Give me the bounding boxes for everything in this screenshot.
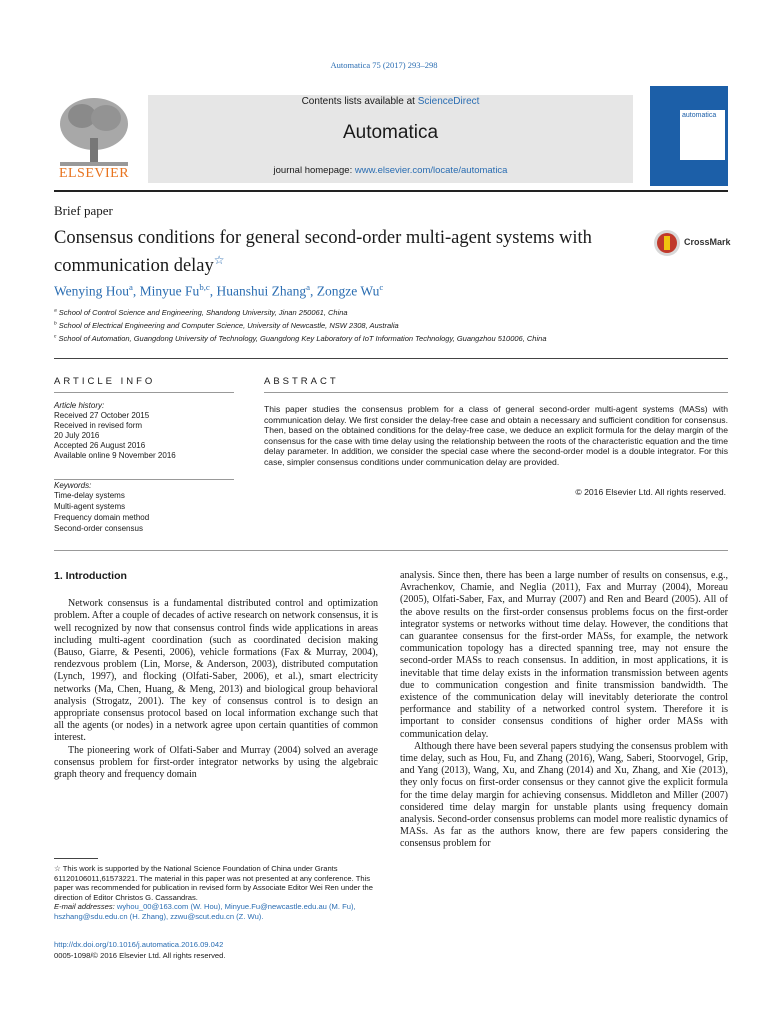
paragraph: The pioneering work of Olfati-Saber and Murray (2004) solved an average consensus problem for first-order integrator networks by using the algebraic graph theory and frequency domain [54, 744, 378, 781]
affiliation-text: School of Control Science and Engineering, Shandong University, Jinan 250061, China [58, 308, 348, 317]
abstract-text: This paper studies the consensus problem for a class of general second-order multi-agent systems (MASs) with communication delay. We first consider the delay-free case and obtain a necessary and sufficient condition for consensus. Then, based on the obtained conditions for the delay-free case, we deduce an explicit formula for the delay margin of the consensus for the case with time delay using the relationship between the roots of the characteristic equation and the time delay parameter. In addition, we consider the special case where the second-order model is a double integrator. For this case, simpler consensus conditions under communication delay are provided. [264, 404, 728, 467]
header-rule [54, 190, 728, 192]
body-rule [54, 550, 728, 551]
history-item: 20 July 2016 [54, 431, 100, 440]
author-name[interactable]: Wenying Hou [54, 283, 130, 299]
keyword: Time-delay systems [54, 491, 125, 500]
history-item: Received in revised form [54, 421, 143, 430]
history-item: Accepted 26 August 2016 [54, 441, 146, 450]
paragraph: Network consensus is a fundamental distributed control and optimization problem. After a couple of decades of active research on network consensus, it is well recognized by now that consensus control finds wide applications in areas including multi-agent coordination (such as coordinated decision making (Bauso, Giarre, & Pesenti, 2006), vehicle formations (Fax & Murray, 2004), rendezvous problem (Lin, Morse, & Anderson, 2003), distributed computation (Lynch, 1997), and flocking (Olfati-Saber, 2006), et al.), smart electricity networks (Ma, Chen, Huang, & Meng, 2013) and biological group behavioral analysis (Strogatz, 2001). The key of consensus control is to design an appropriate consensus protocol based on local information exchange such that all the agents (or nodes) in a network agree upon certain quantities of common interest. [54, 598, 378, 744]
issn-line: 0005-1098/© 2016 Elsevier Ltd. All rights reserved. [54, 951, 226, 960]
cover-title: automatica [682, 112, 717, 119]
author-name[interactable]: Minyue Fu [139, 283, 200, 299]
paragraph: analysis. Since then, there has been a large number of results on consensus, e.g., Avrachenkov, Chamie, and Neglia (2011), Fax and Murray (2004), Moreau (2005), Olfati-Saber, Fax, and Murray (2007) and Ren and Beard (2005). All of the above results on the first-order consensus problems focus on the first-order integrator systems or networks without time delay. However, the conditions that can guarantee consensus for the first-order MASs, for example, the network communication topology has a directed spanning tree, may not ensure the second-order MASs to reach consensus. In addition, in most applications, it is inevitable that time delay exists in the information transmission between agents due to communication congestion and finite transmission bandwidth. The existence of the communication delay will inevitably deteriorate the control performance and stability of a networked control system. Therefore it is important to consider consensus conditions of higher order MASs with communication delay. [400, 570, 728, 740]
keyword: Frequency domain method [54, 513, 150, 522]
sciencedirect-link[interactable]: ScienceDirect [417, 96, 480, 107]
journal-reference[interactable]: Automatica 75 (2017) 293–298 [330, 60, 438, 70]
left-column [54, 570, 378, 781]
article-title [54, 227, 634, 277]
funding-note: ☆ This work is supported by the National Science Foundation of China under Grants 61120106011,61573221. The material in this paper was not presented at any conference. This paper was recommended for publication in revised form by Associate Editor Wei Ren under the direction of Editor Christos G. Cassandras. [54, 864, 373, 902]
abstract-heading: ABSTRACT [264, 376, 339, 387]
author-affiliation-mark[interactable]: a [306, 282, 311, 292]
crossmark-label: CrossMark [684, 237, 731, 247]
affiliation-mark: a [54, 308, 57, 314]
title-footnote-mark[interactable]: ☆ [213, 253, 225, 267]
copyright-notice: © 2016 Elsevier Ltd. All rights reserved. [575, 487, 726, 497]
keyword: Multi-agent systems [54, 502, 126, 511]
homepage-link[interactable]: www.elsevier.com/locate/automatica [354, 165, 508, 176]
keywords-label: Keywords: [54, 481, 92, 490]
author-name[interactable]: Huanshui Zhang [216, 283, 307, 299]
affiliation [54, 334, 547, 343]
journal-title: Automatica [342, 122, 439, 143]
article-type: Brief paper [54, 203, 113, 218]
author-name[interactable]: Zongze Wu [316, 283, 380, 299]
crossmark-icon [652, 228, 682, 258]
homepage-line [148, 165, 633, 176]
affiliation-text: School of Electrical Engineering and Computer Science, University of Newcastle, NSW 2308, Australia [58, 321, 399, 330]
publisher-name: ELSEVIER [58, 166, 130, 181]
author-affiliation-mark[interactable]: a [129, 282, 133, 292]
homepage-prefix: journal homepage: [273, 165, 355, 176]
footnote [54, 864, 379, 922]
article-info-rule [54, 392, 234, 393]
email-label: E-mail addresses: [54, 902, 115, 912]
article-info-heading: ARTICLE INFO [54, 376, 156, 387]
keyword: Second-order consensus [54, 524, 143, 533]
contents-line [148, 96, 633, 107]
author-affiliation-mark[interactable]: c [379, 282, 384, 292]
history-item: Received 27 October 2015 [54, 411, 150, 420]
crossmark-badge[interactable] [652, 228, 732, 260]
right-column [400, 570, 728, 851]
affiliation-mark: b [54, 321, 57, 327]
section-rule [54, 358, 728, 359]
affiliation-text: School of Automation, Guangdong University of Technology, Guangdong Key Laboratory of IoT Information Technology, Guangzhou 510006, China [58, 334, 547, 343]
keywords-rule [54, 479, 234, 480]
email-addresses[interactable]: wyhou_00@163.com (W. Hou), Minyue.Fu@newcastle.edu.au (M. Fu), hszhang@sdu.edu.cn (H. Zhang), zzwu@scut.edu.cn (Z. Wu). [54, 902, 356, 921]
history-label: Article history: [54, 401, 105, 410]
author-list: Wenying Hou$^a$, Minyue Fu$^{b,c}$, Huanshui Zhang$^a$, Zongze Wu$^c$ [54, 282, 384, 299]
affiliation-mark: c [54, 334, 57, 340]
abstract-rule [264, 392, 728, 393]
contents-prefix: Contents lists available at [301, 96, 418, 107]
footnote-rule [54, 858, 98, 859]
doi-link[interactable]: http://dx.doi.org/10.1016/j.automatica.2016.09.042 [54, 940, 224, 949]
affiliation [54, 321, 399, 330]
article-title-text: Consensus conditions for general second-order multi-agent systems with communication delay [54, 228, 592, 277]
paragraph: Although there have been several papers studying the consensus problem with time delay, such as Hou, Fu, and Zhang (2016), Wang, Saberi, Stoorvogel, Grip, and Yang (2013), Wang, Xu, and Zhang (2014) and Xu, Zhang, and Xie (2013), they only focus on first-order consensus or they cannot give the explicit formula for the time delay margin for achieving consensus. Middleton and Miller (2007) considered time delay margin for unstable plants using frequency domain analysis. Second-order consensus problems can model more realistic dynamics of MASs. As far as the authors know, there are few papers considering the consensus problem for [400, 740, 728, 850]
history-item: Available online 9 November 2016 [54, 451, 176, 460]
section-title: 1. Introduction [54, 570, 127, 582]
author-affiliation-mark[interactable]: b,c [199, 282, 210, 292]
affiliation [54, 308, 348, 317]
